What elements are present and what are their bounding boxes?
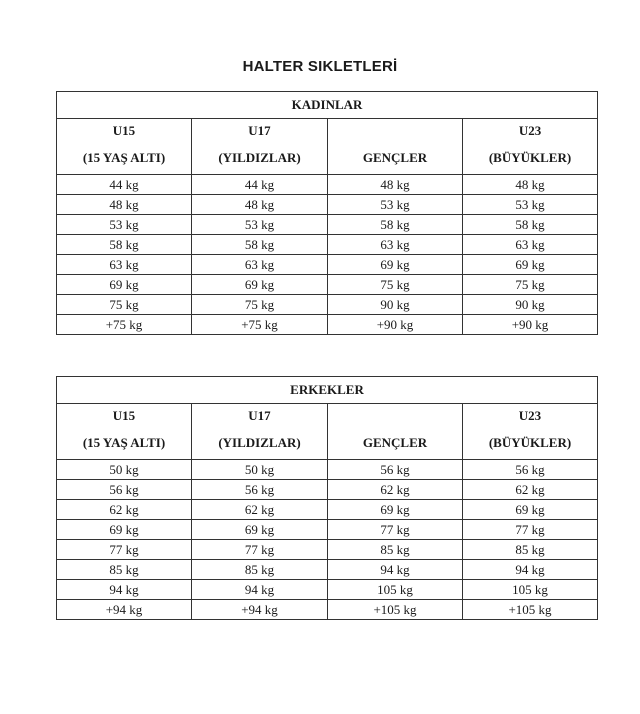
table-row (57, 255, 598, 275)
column-header-code: U15 (112, 408, 136, 423)
weight-class-cell: +90 kg (328, 315, 463, 335)
column-header-u23 (463, 404, 598, 460)
weight-class-cell: 75 kg (463, 275, 598, 295)
weight-class-cell: 69 kg (57, 275, 192, 295)
column-header-u17 (192, 404, 328, 460)
table-row (57, 235, 598, 255)
weight-class-cell: 50 kg (192, 460, 328, 480)
weight-class-cell: 44 kg (192, 175, 328, 195)
table-row (57, 195, 598, 215)
weight-class-cell: 53 kg (463, 195, 598, 215)
column-header-juniors (328, 119, 463, 175)
weight-class-cell: 105 kg (463, 580, 598, 600)
column-header-code: U17 (248, 123, 271, 138)
weight-class-cell: 62 kg (192, 500, 328, 520)
weight-class-cell: 53 kg (57, 215, 192, 235)
weight-class-cell: 69 kg (328, 255, 463, 275)
weight-class-cell: 58 kg (192, 235, 328, 255)
weight-class-cell: 50 kg (57, 460, 192, 480)
weight-class-cell: 62 kg (463, 480, 598, 500)
weight-class-cell: 48 kg (328, 175, 463, 195)
column-header-u15 (57, 119, 192, 175)
weight-class-cell: 48 kg (192, 195, 328, 215)
weight-class-cell: 94 kg (192, 580, 328, 600)
weight-class-cell: 77 kg (463, 520, 598, 540)
weight-class-cell: 77 kg (328, 520, 463, 540)
column-header-code: U23 (518, 123, 542, 138)
weight-class-cell: 75 kg (192, 295, 328, 315)
table-row (57, 580, 598, 600)
weight-class-cell: 77 kg (57, 540, 192, 560)
weight-class-cell: 85 kg (328, 540, 463, 560)
weight-class-cell: +94 kg (57, 600, 192, 620)
weight-class-cell: 69 kg (463, 255, 598, 275)
weight-class-cell: 75 kg (57, 295, 192, 315)
men-table-body (57, 460, 598, 620)
men-section-title: ERKEKLER (57, 377, 598, 404)
weight-class-cell: 105 kg (328, 580, 463, 600)
weight-class-cell: 63 kg (463, 235, 598, 255)
weight-class-cell: 58 kg (57, 235, 192, 255)
column-header-label: (YILDIZLAR) (218, 435, 301, 450)
column-header-label: (YILDIZLAR) (218, 150, 301, 165)
weight-class-cell: 69 kg (328, 500, 463, 520)
table-row (57, 480, 598, 500)
weight-class-cell: 48 kg (57, 195, 192, 215)
table-row (57, 540, 598, 560)
men-header-row (57, 404, 598, 460)
column-header-u15 (57, 404, 192, 460)
column-header-label: GENÇLER (362, 150, 428, 165)
weight-class-cell: 90 kg (463, 295, 598, 315)
column-header-code: U17 (248, 408, 271, 423)
table-row (57, 560, 598, 580)
weight-class-cell: 56 kg (192, 480, 328, 500)
weight-class-cell: 63 kg (192, 255, 328, 275)
weight-class-cell: 94 kg (463, 560, 598, 580)
weight-class-cell: +90 kg (463, 315, 598, 335)
column-header-label: GENÇLER (362, 435, 428, 450)
table-row (57, 500, 598, 520)
weight-class-cell: 58 kg (463, 215, 598, 235)
women-weight-table (56, 91, 598, 335)
weight-class-cell: 56 kg (463, 460, 598, 480)
weight-class-cell: +105 kg (463, 600, 598, 620)
weight-class-cell: +94 kg (192, 600, 328, 620)
weight-class-cell: 58 kg (328, 215, 463, 235)
weight-class-cell: 48 kg (463, 175, 598, 195)
table-row (57, 520, 598, 540)
weight-class-cell: 53 kg (192, 215, 328, 235)
column-header-label: (15 YAŞ ALTI) (82, 435, 166, 450)
weight-class-cell: 63 kg (328, 235, 463, 255)
weight-class-cell: 62 kg (57, 500, 192, 520)
women-section-title: KADINLAR (57, 92, 598, 119)
column-header-juniors (328, 404, 463, 460)
table-row (57, 275, 598, 295)
weight-class-cell: 44 kg (57, 175, 192, 195)
table-row (57, 215, 598, 235)
table-row (57, 460, 598, 480)
weight-class-cell: 77 kg (192, 540, 328, 560)
weight-class-cell: 56 kg (328, 460, 463, 480)
weight-class-cell: 85 kg (192, 560, 328, 580)
weight-class-cell: 69 kg (463, 500, 598, 520)
column-header-u17 (192, 119, 328, 175)
weight-class-cell: 63 kg (57, 255, 192, 275)
weight-class-cell: 69 kg (192, 520, 328, 540)
men-weight-table (56, 376, 598, 620)
weight-class-cell: 94 kg (57, 580, 192, 600)
weight-class-cell: 94 kg (328, 560, 463, 580)
weight-class-cell: 62 kg (328, 480, 463, 500)
weight-class-cell: 85 kg (57, 560, 192, 580)
column-header-label: (BÜYÜKLER) (488, 150, 572, 165)
table-row (57, 175, 598, 195)
page-title: HALTER SIKLETLERİ (242, 58, 398, 75)
column-header-code: U23 (518, 408, 542, 423)
column-header-u23 (463, 119, 598, 175)
weight-class-cell: 85 kg (463, 540, 598, 560)
table-row (57, 295, 598, 315)
column-header-code: U15 (112, 123, 136, 138)
women-table-body (57, 175, 598, 335)
weight-class-cell: +75 kg (57, 315, 192, 335)
column-header-label: (BÜYÜKLER) (488, 435, 572, 450)
weight-class-cell: 69 kg (192, 275, 328, 295)
table-row (57, 315, 598, 335)
women-header-row (57, 119, 598, 175)
weight-class-cell: +75 kg (192, 315, 328, 335)
weight-class-cell: 53 kg (328, 195, 463, 215)
weight-class-cell: +105 kg (328, 600, 463, 620)
table-row (57, 600, 598, 620)
weight-class-cell: 75 kg (328, 275, 463, 295)
column-header-label: (15 YAŞ ALTI) (82, 150, 166, 165)
weight-class-cell: 69 kg (57, 520, 192, 540)
weight-class-cell: 56 kg (57, 480, 192, 500)
weight-class-cell: 90 kg (328, 295, 463, 315)
